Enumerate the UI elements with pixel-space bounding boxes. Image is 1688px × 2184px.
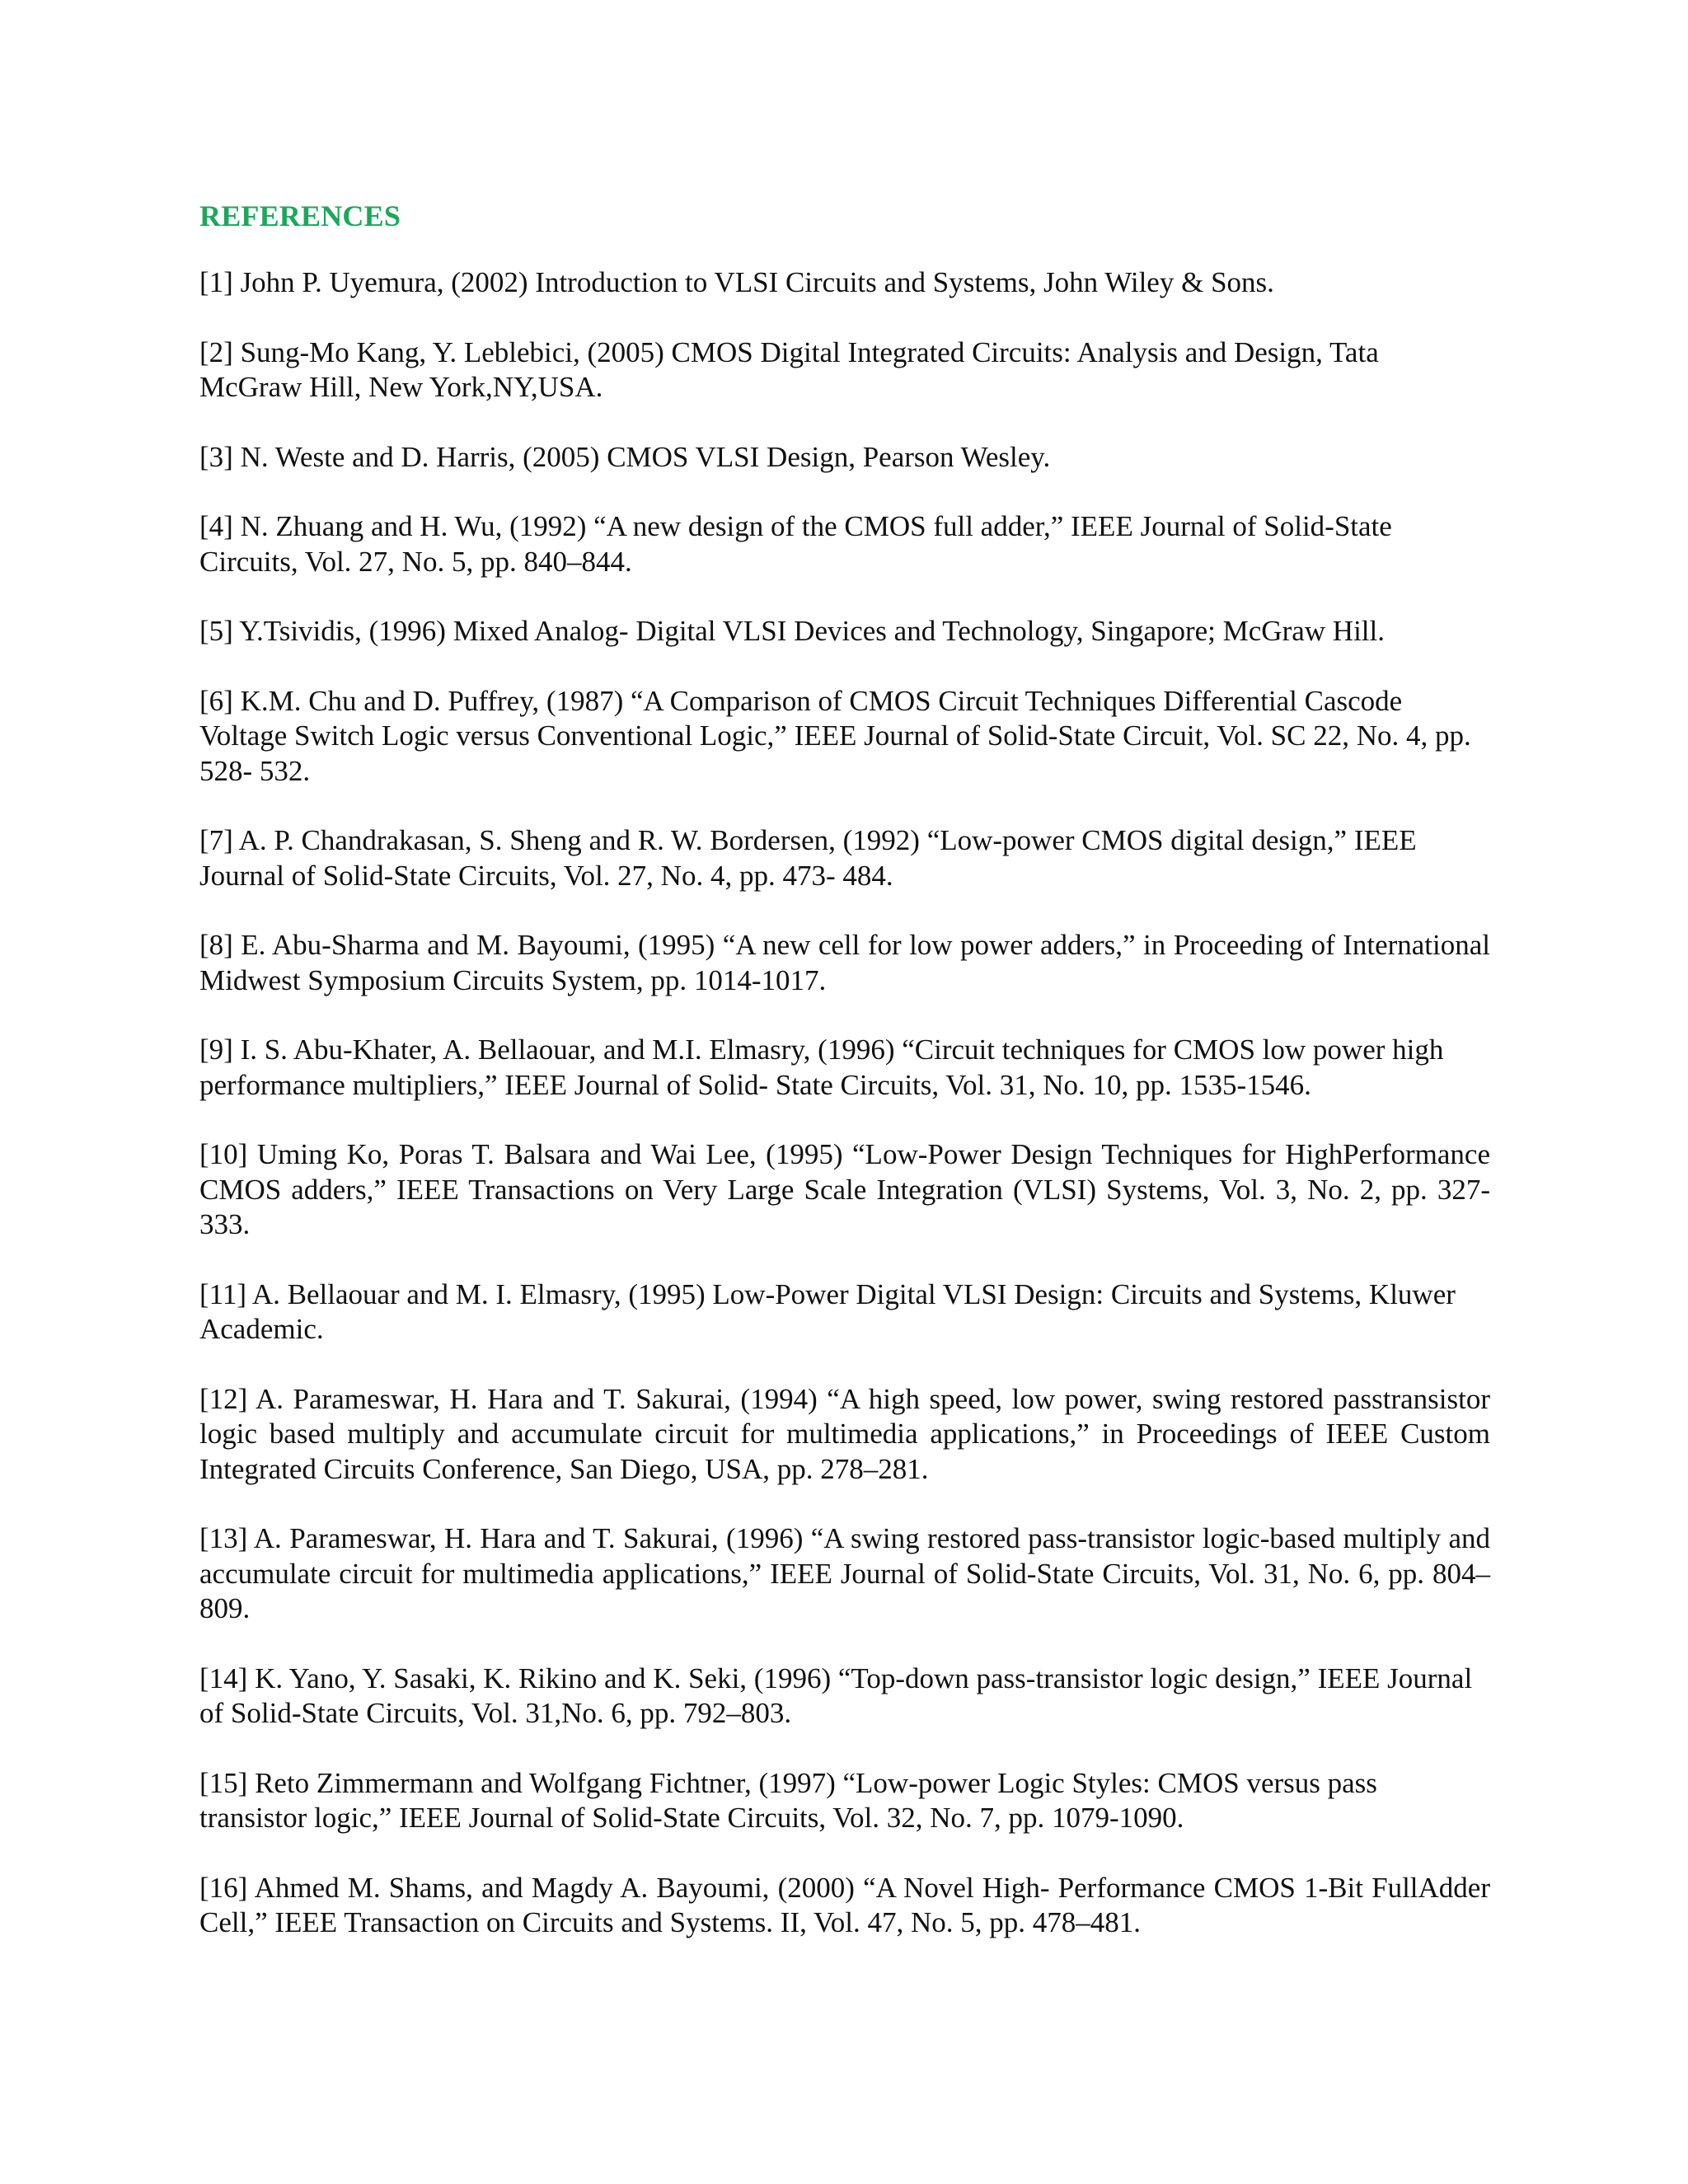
reference-number: [2] <box>199 335 233 368</box>
reference-number: [15] <box>199 1766 248 1799</box>
reference-text: N. Zhuang and H. Wu, (1992) “A new design of the CMOS full adder,” IEEE Journal of Solid-State Circuits, Vol. 27, No. 5, pp. 840–844. <box>199 510 1392 578</box>
reference-item <box>199 1033 1490 1103</box>
reference-number: [9] <box>199 1033 233 1066</box>
reference-number: [16] <box>199 1871 248 1904</box>
reference-item <box>199 1277 1490 1347</box>
reference-number: [14] <box>199 1661 248 1694</box>
reference-item <box>199 928 1490 998</box>
reference-item <box>199 1137 1490 1243</box>
reference-number: [6] <box>199 684 233 717</box>
reference-item <box>199 1871 1490 1941</box>
reference-item <box>199 614 1490 649</box>
reference-number: [11] <box>199 1277 247 1310</box>
reference-text: Reto Zimmermann and Wolfgang Fichtner, (1997) “Low-power Logic Styles: CMOS versus pass transistor logic,” IEEE Journal of Solid-State Circuits, Vol. 32, No. 7, pp. 1079-1090. <box>199 1766 1377 1834</box>
reference-item <box>199 1661 1490 1732</box>
reference-item <box>199 1766 1490 1836</box>
reference-text: K.M. Chu and D. Puffrey, (1987) “A Comparison of CMOS Circuit Techniques Differential Cascode Voltage Switch Logic versus Conventional Logic,” IEEE Journal of Solid-State Circuit, Vol. SC 22, No. 4, pp. 528- 532. <box>199 684 1471 787</box>
reference-text: Uming Ko, Poras T. Balsara and Wai Lee, (1995) “Low-Power Design Techniques for HighPerformance CMOS adders,” IEEE Transactions on Very Large Scale Integration (VLSI) Systems, Vol. 3, No. 2, pp. 327-333. <box>199 1138 1490 1240</box>
reference-item <box>199 509 1473 579</box>
reference-text: A. Bellaouar and M. I. Elmasry, (1995) Low-Power Digital VLSI Design: Circuits and Systems, Kluwer Academic. <box>199 1277 1456 1345</box>
reference-text: A. Parameswar, H. Hara and T. Sakurai, (1994) “A high speed, low power, swing restored passtransistor logic based multiply and accumulate circuit for multimedia applications,” in Proceedings of IEEE Custom Integrated Circuits Conference, San Diego, USA, pp. 278–281. <box>199 1382 1490 1485</box>
reference-number: [12] <box>199 1382 248 1415</box>
reference-text: Ahmed M. Shams, and Magdy A. Bayoumi, (2000) “A Novel High- Performance CMOS 1-Bit FullAdder Cell,” IEEE Transaction on Circuits and Systems. II, Vol. 47, No. 5, pp. 478–481. <box>199 1871 1490 1938</box>
reference-number: [7] <box>199 824 233 856</box>
reference-list <box>199 265 1490 1941</box>
reference-item <box>199 1521 1490 1627</box>
reference-number: [8] <box>199 929 233 961</box>
reference-number: [10] <box>199 1138 248 1170</box>
reference-item <box>199 335 1469 405</box>
reference-number: [13] <box>199 1522 248 1554</box>
reference-text: I. S. Abu-Khater, A. Bellaouar, and M.I. Elmasry, (1996) “Circuit techniques for CMOS low power high performance multipliers,” IEEE Journal of Solid- State Circuits, Vol. 31, No. 10, pp. 1535-1546. <box>199 1033 1444 1101</box>
reference-item <box>199 823 1444 893</box>
reference-text: Y.Tsividis, (1996) Mixed Analog- Digital VLSI Devices and Technology, Singapore; McGraw Hill. <box>239 615 1385 647</box>
reference-text: Sung-Mo Kang, Y. Leblebici, (2005) CMOS Digital Integrated Circuits: Analysis and Design, Tata McGraw Hill, New York,NY,USA. <box>199 335 1379 403</box>
reference-number: [3] <box>199 440 233 473</box>
reference-item <box>199 440 1362 476</box>
references-heading: REFERENCES <box>199 199 401 232</box>
reference-text: K. Yano, Y. Sasaki, K. Rikino and K. Seki, (1996) “Top-down pass-transistor logic design,” IEEE Journal of Solid-State Circuits, Vol. 31,No. 6, pp. 792–803. <box>199 1661 1473 1729</box>
reference-text: E. Abu-Sharma and M. Bayoumi, (1995) “A new cell for low power adders,” in Proceeding of International Midwest Symposium Circuits System, pp. 1014-1017. <box>199 929 1491 996</box>
references-page <box>199 198 1490 1975</box>
reference-text: A. Parameswar, H. Hara and T. Sakurai, (1996) “A swing restored pass-transistor logic-based multiply and accumulate circuit for multimedia applications,” IEEE Journal of Solid-State Circuits, Vol. 31, No. 6, pp. 804–809. <box>199 1522 1490 1624</box>
reference-item <box>199 1382 1490 1488</box>
reference-number: [5] <box>199 615 233 647</box>
reference-item <box>199 684 1481 790</box>
reference-text: John P. Uyemura, (2002) Introduction to VLSI Circuits and Systems, John Wiley & Sons. <box>240 266 1274 298</box>
reference-text: N. Weste and D. Harris, (2005) CMOS VLSI Design, Pearson Wesley. <box>240 440 1051 473</box>
reference-text: A. P. Chandrakasan, S. Sheng and R. W. Bordersen, (1992) “Low-power CMOS digital design,” IEEE Journal of Solid-State Circuits, Vol. 27, No. 4, pp. 473- 484. <box>199 824 1417 892</box>
reference-number: [4] <box>199 510 233 542</box>
reference-item <box>199 265 1362 301</box>
reference-number: [1] <box>199 266 233 298</box>
